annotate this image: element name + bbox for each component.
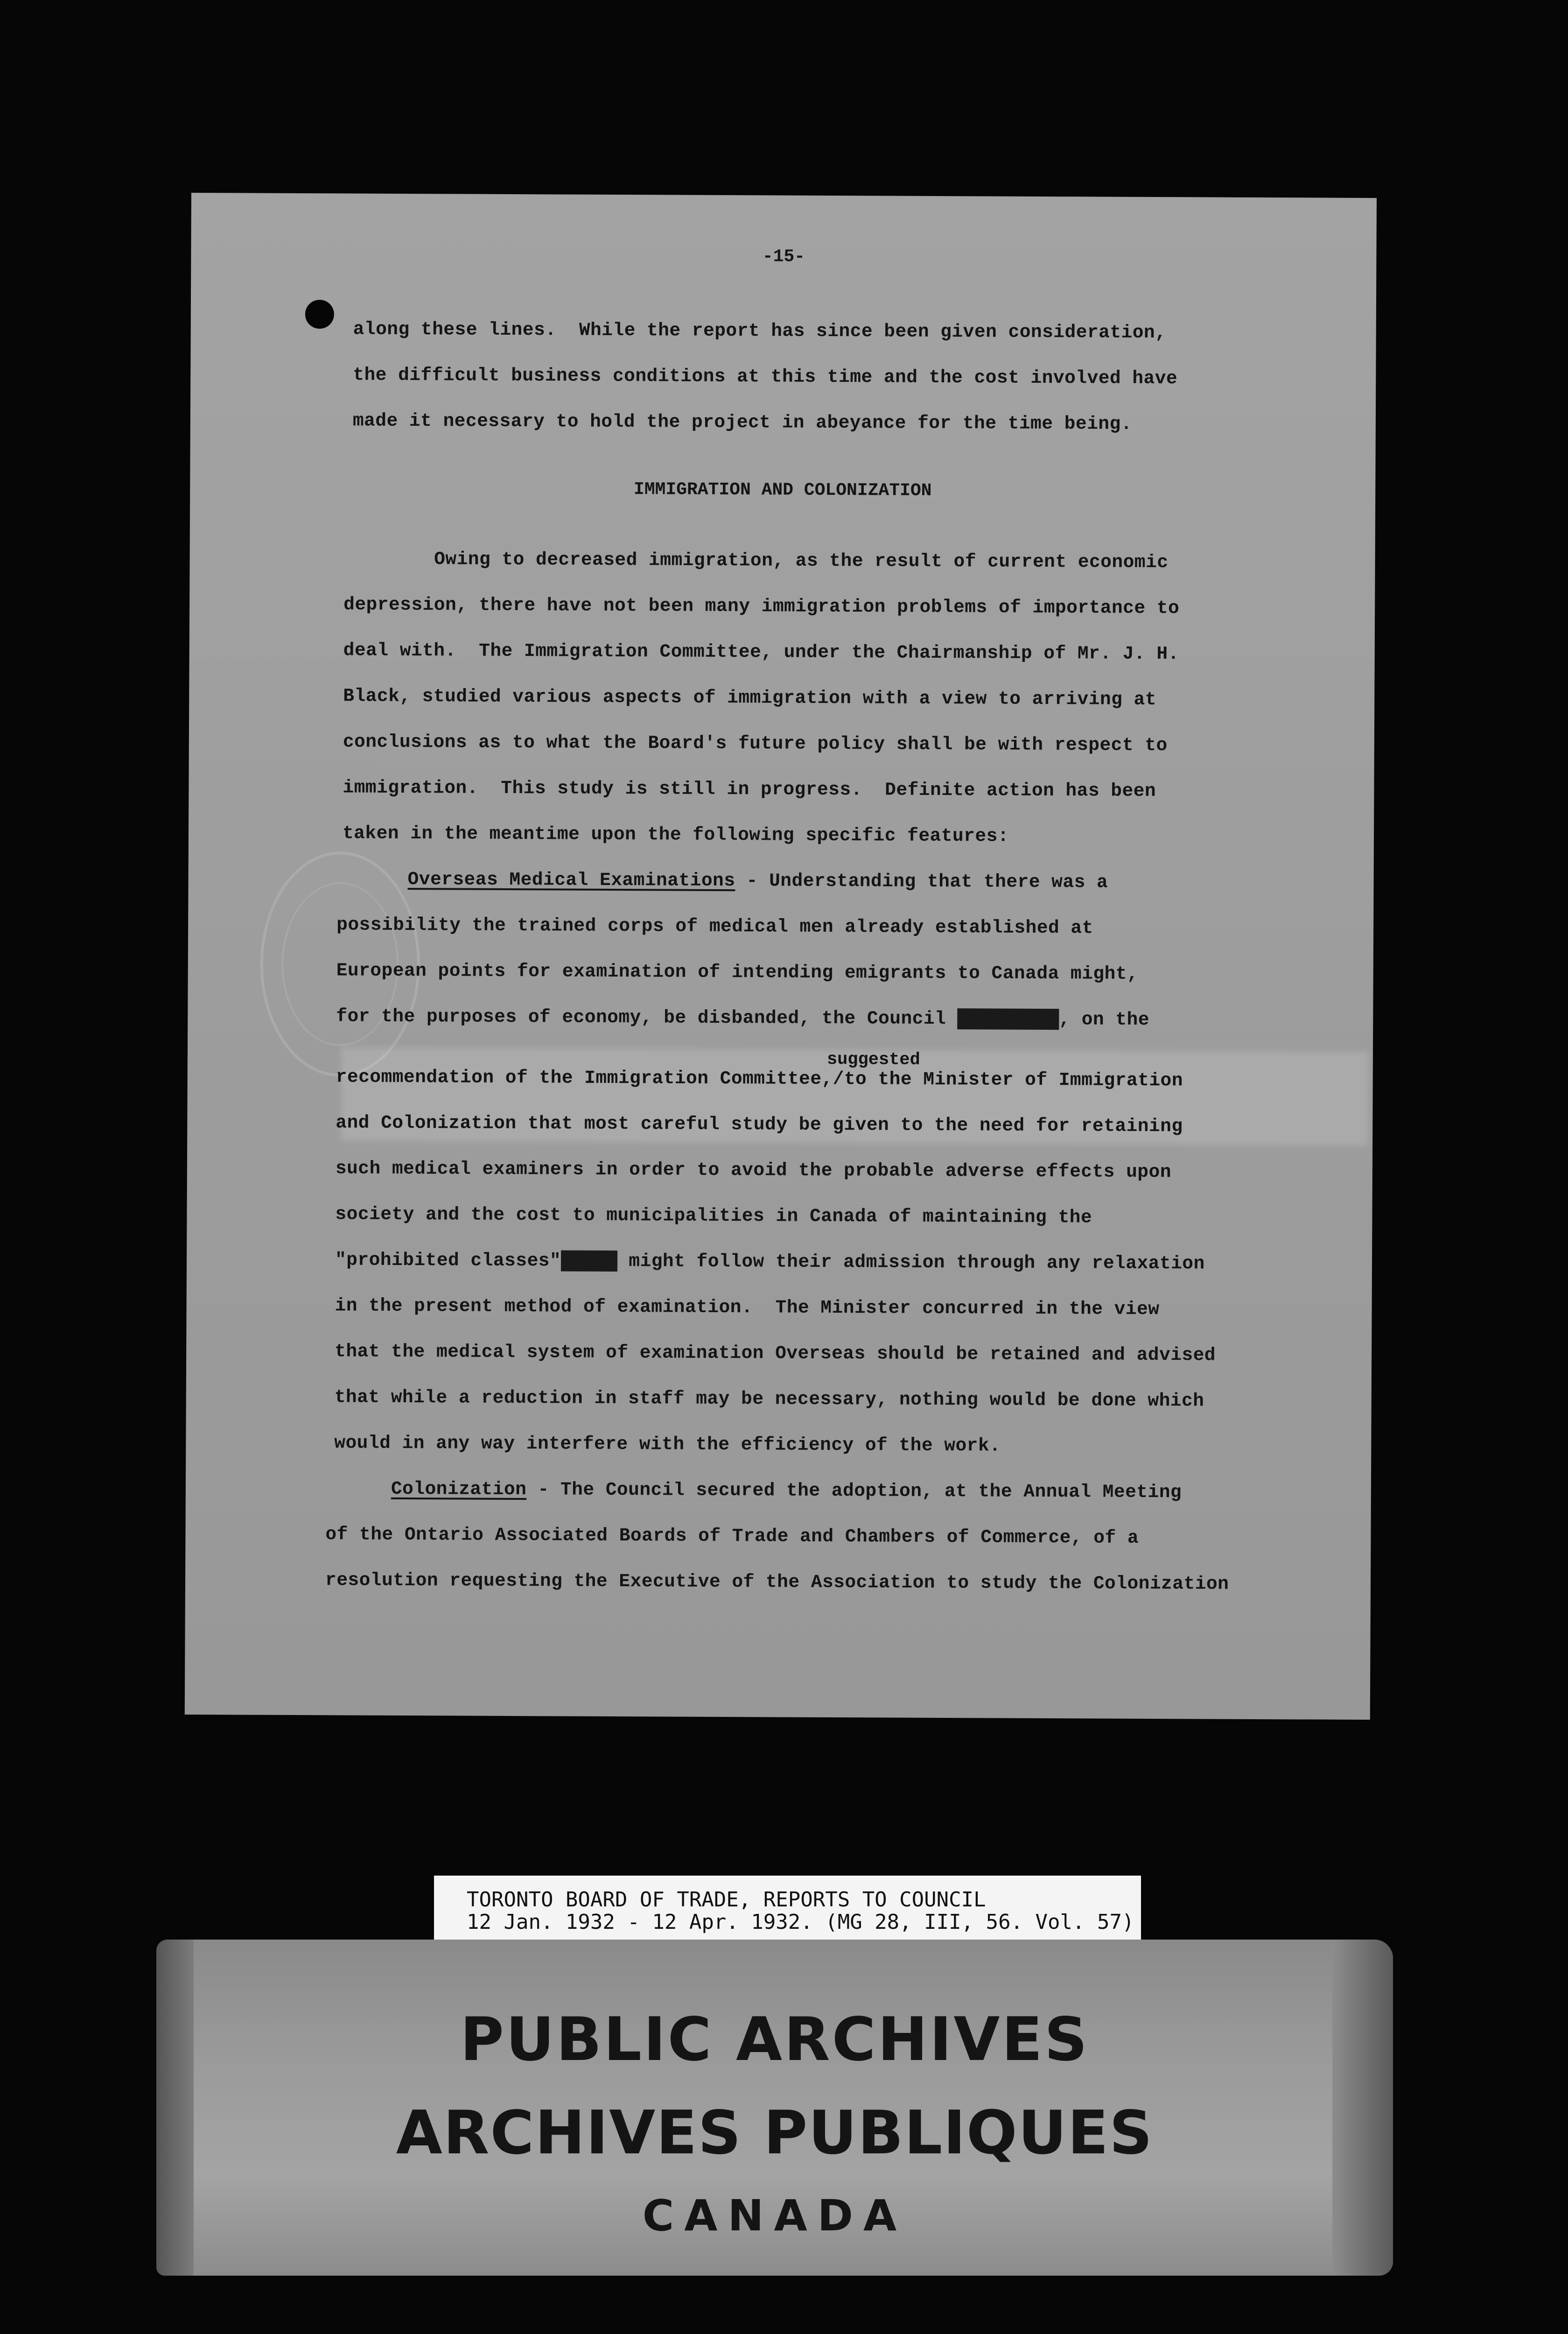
- text-line: society and the cost to municipalities in Canada of maintaining the: [335, 1203, 1092, 1228]
- archive-label: [434, 1876, 1141, 1943]
- text-line: that the medical system of examination Overseas should be retained and advised: [335, 1341, 1216, 1366]
- text-line: Overseas Medical Examinations - Understanding that there was a: [407, 869, 1108, 893]
- text-line: would in any way interfere with the efficiency of the work.: [334, 1432, 1001, 1456]
- section-heading: IMMIGRATION AND COLONIZATION: [633, 479, 932, 501]
- text-line: resolution requesting the Executive of the Association to study the Colonization: [325, 1569, 1229, 1595]
- page-number: -15-: [762, 246, 805, 267]
- banner-country: CANADA: [642, 2191, 907, 2241]
- text-line: recommendation of the Immigration Committee,/to the Minister of Immigration: [336, 1066, 1183, 1091]
- text-line: that while a reduction in staff may be necessary, nothing would be done which: [334, 1386, 1204, 1412]
- struck-word: [957, 1008, 1059, 1030]
- text-line: "prohibited classes" might follow their admission through any relaxation: [335, 1249, 1205, 1274]
- text-line: taken in the meantime upon the following specific features:: [342, 823, 1009, 847]
- text-line: such medical examiners in order to avoid the probable adverse effects upon: [335, 1158, 1172, 1183]
- text-line: European points for examination of intending emigrants to Canada might,: [336, 960, 1139, 984]
- text-line: depression, there have not been many immigration problems of importance to: [343, 594, 1180, 619]
- struck-word: [561, 1250, 617, 1272]
- banner-english: PUBLIC ARCHIVES: [460, 2005, 1089, 2074]
- label-title: TORONTO BOARD OF TRADE, REPORTS TO COUNCIL: [467, 1888, 986, 1912]
- text-line: Colonization - The Council secured the adoption, at the Annual Meeting: [391, 1478, 1182, 1503]
- text-line: the difficult business conditions at this time and the cost involved have: [353, 364, 1178, 389]
- text-line: Owing to decreased immigration, as the result of current economic: [343, 548, 1169, 573]
- text-line: deal with. The Immigration Committee, under the Chairmanship of Mr. J. H.: [343, 640, 1179, 665]
- text-line: immigration. This study is still in progress. Definite action has been: [343, 777, 1156, 802]
- inserted-word: suggested: [826, 1049, 920, 1070]
- subheading-medical: Overseas Medical Examinations: [407, 869, 735, 892]
- text-line: possibility the trained corps of medical men already established at: [336, 914, 1093, 939]
- text-line: for the purposes of economy, be disbanded, the Council , on the: [336, 1005, 1150, 1030]
- label-dates: 12 Jan. 1932 - 12 Apr. 1932. (MG 28, III, 56. Vol. 57): [467, 1910, 1134, 1934]
- text-line: Black, studied various aspects of immigration with a view to arriving at: [343, 685, 1157, 710]
- text-line: in the present method of examination. The Minister concurred in the view: [335, 1295, 1160, 1320]
- text-line: along these lines. While the report has since been given consideration,: [353, 318, 1167, 344]
- typed-page: [185, 193, 1377, 1720]
- subheading-colonization: Colonization: [391, 1478, 527, 1500]
- text-line: and Colonization that most careful study be given to the need for retaining: [336, 1112, 1183, 1137]
- archive-banner: [156, 1940, 1393, 2276]
- banner-french: ARCHIVES PUBLIQUES: [396, 2098, 1154, 2168]
- text-line: made it necessary to hold the project in abeyance for the time being.: [352, 410, 1133, 435]
- text-line: conclusions as to what the Board's future policy shall be with respect to: [343, 731, 1168, 756]
- text-line: of the Ontario Associated Boards of Trade and Chambers of Commerce, of a: [325, 1524, 1139, 1548]
- punch-hole: [305, 300, 334, 329]
